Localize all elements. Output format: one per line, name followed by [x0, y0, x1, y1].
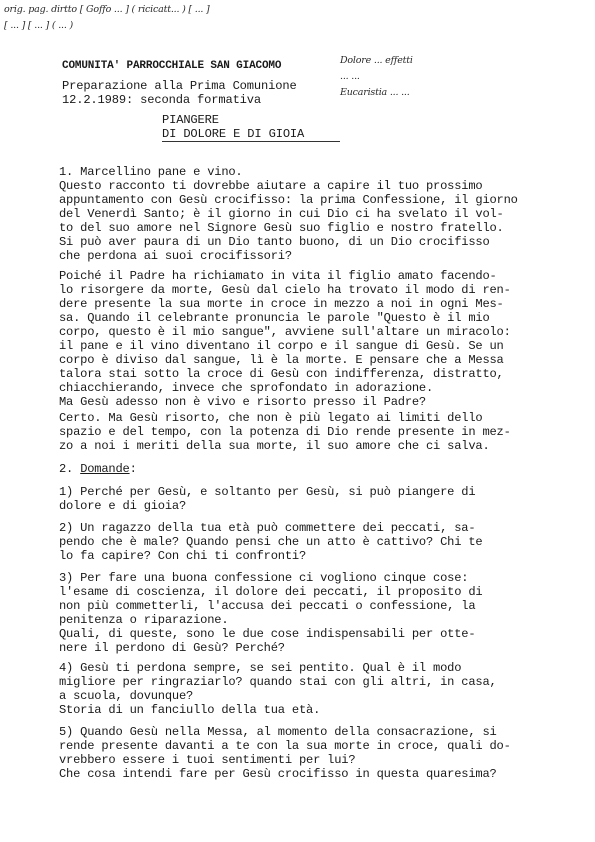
- text-line: Ma Gesù adesso non è vivo e risorto presso il Padre?: [59, 395, 426, 409]
- handwritten-note-top-1: orig. pag. dirtto [ Goffo ... ] ( ricicatt... ) [ ... ]: [4, 4, 210, 15]
- handwritten-note-right-3: Eucaristia ... ...: [340, 87, 410, 98]
- text-line: to del suo amore nel Signore Gesù suo figlio e nostro fratello.: [59, 221, 504, 235]
- text-line: 2) Un ragazzo della tua età può commettere dei peccati, sa-: [59, 521, 476, 535]
- parish-name: COMUNITA' PARROCCHIALE SAN GIACOMO: [62, 60, 282, 72]
- text-line: vrebbero essere i tuoi sentimenti per lui?: [59, 753, 356, 767]
- text-line: Si può aver paura di un Dio tanto buono, di un Dio crocifisso: [59, 235, 490, 249]
- page-title-line-1: PIANGERE: [162, 113, 219, 127]
- text-line: il pane e il vino diventano il corpo e il sangue di Gesù. Se un: [59, 339, 504, 353]
- text-line: l'esame di coscienza, il dolore dei peccati, il proposito di: [59, 585, 483, 599]
- text-line: lo risorgere da morte, Gesù dal cielo ha trovato il modo di ren-: [59, 283, 511, 297]
- document-subtitle: Preparazione alla Prima Comunione: [62, 79, 297, 93]
- handwritten-note-right-1: Dolore ... effetti: [340, 55, 413, 66]
- text-line: penitenza o riparazione.: [59, 613, 229, 627]
- text-line: lo fa capire? Con chi ti confronti?: [59, 549, 307, 563]
- text-line: rende presente davanti a te con la sua morte in croce, quali do-: [59, 739, 511, 753]
- text-line: 3) Per fare una buona confessione ci vogliono cinque cose:: [59, 571, 469, 585]
- handwritten-note-right-2: ... ...: [340, 71, 360, 82]
- text-line: dolore e di gioia?: [59, 499, 187, 513]
- text-line: nere il perdono di Gesù? Perché?: [59, 641, 285, 655]
- text-line: 1. Marcellino pane e vino.: [59, 165, 243, 179]
- text-line: Questo racconto ti dovrebbe aiutare a capire il tuo prossimo: [59, 179, 483, 193]
- text-line: Quali, di queste, sono le due cose indispensabili per otte-: [59, 627, 476, 641]
- handwritten-note-top-2: [ ... ] [ ... ] ( ... ): [4, 20, 73, 31]
- text-line: che perdona ai suoi crocifissori?: [59, 249, 292, 263]
- document-date-line: 12.2.1989: seconda formativa: [62, 93, 262, 107]
- text-line: appuntamento con Gesù crocifisso: la prima Confessione, il giorno: [59, 193, 518, 207]
- text-line: corpo, questo è il mio sangue", avviene sull'altare un miracolo:: [59, 325, 511, 339]
- text-line: spazio e del tempo, con la potenza di Dio rende presente in mez-: [59, 425, 511, 439]
- text-line: Storia di un fanciullo della tua età.: [59, 703, 321, 717]
- text-line: Certo. Ma Gesù risorto, che non è più legato ai limiti dello: [59, 411, 483, 425]
- title-underline: [162, 141, 340, 142]
- text-line: migliore per ringraziarlo? quando stai con gli altri, in casa,: [59, 675, 497, 689]
- text-line: Poiché il Padre ha richiamato in vita il figlio amato facendo-: [59, 269, 497, 283]
- page-title-line-2: DI DOLORE E DI GIOIA: [162, 127, 305, 141]
- text-line: 4) Gesù ti perdona sempre, se sei pentito. Qual è il modo: [59, 661, 462, 675]
- text-line: zo a noi i meriti della sua morte, il suo amore che ci salva.: [59, 439, 490, 453]
- text-line: 5) Quando Gesù nella Messa, al momento della consacrazione, si: [59, 725, 497, 739]
- text-line: dere presente la sua morte in croce in mezzo a noi in ogni Mes-: [59, 297, 504, 311]
- text-line: Che cosa intendi fare per Gesù crocifisso in questa quaresima?: [59, 767, 497, 781]
- text-line: del Venerdì Santo; è il giorno in cui Dio ci ha svelato il vol-: [59, 207, 504, 221]
- text-line: 2. Domande:: [59, 462, 137, 476]
- text-line: 1) Perché per Gesù, e soltanto per Gesù, si può piangere di: [59, 485, 476, 499]
- text-line: talora stai sotto la croce di Gesù con indifferenza, distratto,: [59, 367, 504, 381]
- text-line: sa. Quando il celebrante pronuncia le parole "Questo è il mio: [59, 311, 490, 325]
- text-line: corpo è diviso dal sangue, lì è la morte. E pensare che a Messa: [59, 353, 504, 367]
- text-line: pendo che è male? Quando pensi che un atto è cattivo? Chi te: [59, 535, 483, 549]
- text-line: non più commetterli, l'accusa dei peccati o confessione, la: [59, 599, 476, 613]
- text-line: chiacchierando, invece che sprofondato in adorazione.: [59, 381, 434, 395]
- text-line: a scuola, dovunque?: [59, 689, 194, 703]
